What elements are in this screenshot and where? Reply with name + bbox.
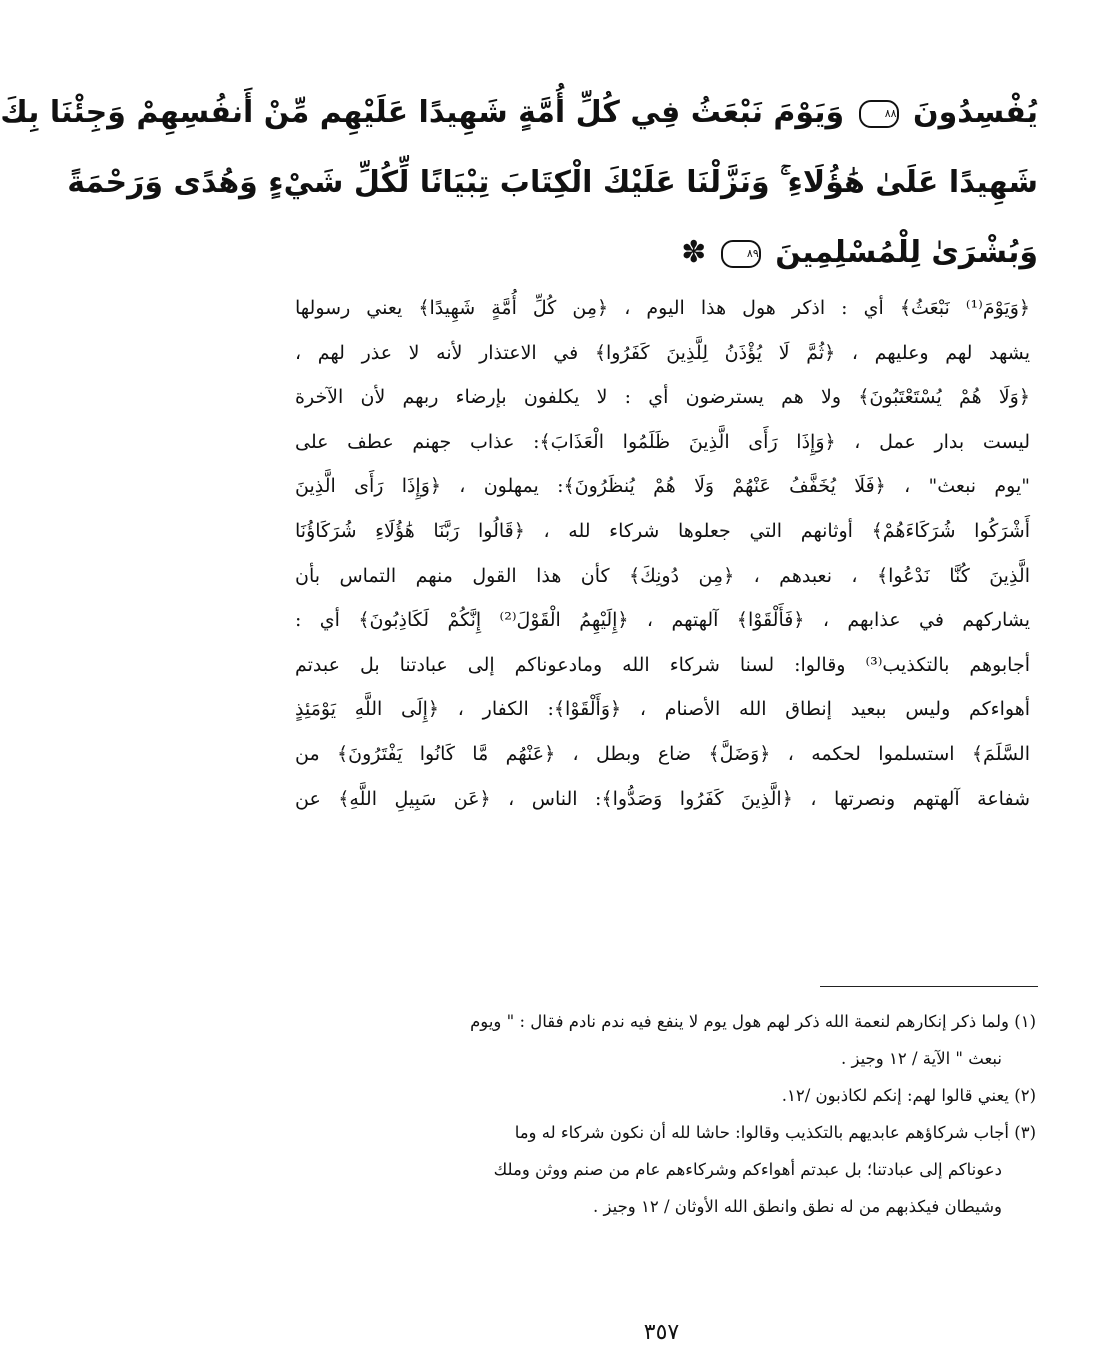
tafsir-line: شفاعة آلهتهم ونصرتها ، ﴿الَّذِينَ كَفَرُوا وَصَدُّوا﴾: الناس ، ﴿عَن سَبِيلِ اللَّهِ﴾ عن: [295, 787, 1030, 810]
footnote-line: دعوناكم إلى عبادتنا؛ بل عبدتم أهواءكم وشركاءهم عام من صنم ووثن وملك: [493, 1160, 1002, 1179]
footnote-divider: [820, 986, 1038, 987]
footnote-line: (١) ولما ذكر إنكارهم لنعمة الله ذكر لهم هول يوم لا ينفع فيه ندم نادم فقال : " ويوم: [470, 1012, 1036, 1031]
tafsir-line: ليست بدار عمل ، ﴿وَإِذَا رَأَى الَّذِينَ ظَلَمُوا الْعَذَابَ﴾: عذاب جهنم عطف على: [295, 430, 1030, 453]
verse-text: وَبُشْرَىٰ لِلْمُسْلِمِينَ: [775, 235, 1038, 270]
ayah-number-marker: ٨٩: [721, 240, 761, 268]
footnote-line: (٣) أجاب شركاؤهم عابديهم بالتكذيب وقالوا: حاشا لله أن نكون شركاء له وما: [514, 1123, 1036, 1142]
footnote-3: [295, 1114, 1036, 1225]
footnote-line: وشيطان فيكذبهم من له نطق وانطق الله الأوثان / ١٢ وجيز .: [593, 1197, 1002, 1216]
tafsir-line: أهواءكم وليس ببعيد إنطاق الله الأصنام ، ﴿وَأَلْقَوْا﴾: الكفار ، ﴿إِلَى اللَّهِ يَوْمَئِذٍ: [295, 698, 1030, 721]
quran-verse-block: [0, 78, 1038, 288]
tafsir-line: أجابوهم بالتكذيب⁽³⁾ وقالوا: لسنا شركاء الله ومادعوناكم إلى عبادتنا بل عبدتم: [295, 653, 1030, 676]
verse-text: شَهِيدًا عَلَىٰ هَٰؤُلَاءِ ۚ وَنَزَّلْنَا عَلَيْكَ الْكِتَابَ تِبْيَانًا لِّكُلِّ شَيْءٍ وَهُدًى وَرَحْمَةً: [67, 165, 1038, 200]
footnote-1: [295, 1003, 1036, 1077]
tafsir-line: يشهد لهم وعليهم ، ﴿ثُمَّ لَا يُؤْذَنُ لِلَّذِينَ كَفَرُوا﴾ في الاعتذار لأنه لا عذر لهم ،: [295, 341, 1030, 364]
section-end-marker: ✽: [681, 235, 707, 270]
verse-line-1: [0, 78, 1038, 148]
verse-line-3: [287, 218, 1038, 288]
tafsir-line: يشاركهم في عذابهم ، ﴿فَأَلْقَوْا﴾ آلهتهم ، ﴿إِلَيْهِمُ الْقَوْلَ⁽²⁾ إِنَّكُمْ لَكَاذِبُونَ﴾ أي :: [295, 609, 1030, 632]
page-number: ٣٥٧: [643, 1320, 680, 1345]
tafsir-line: السَّلَمَ﴾ استسلموا لحكمه ، ﴿وَضَلَّ﴾ ضاع وبطل ، ﴿عَنْهُم مَّا كَانُوا يَفْتَرُونَ﴾ من: [295, 742, 1030, 765]
tafsir-line: ﴿وَلَا هُمْ يُسْتَعْتَبُونَ﴾ ولا هم يسترضون أي : لا يكلفون بإرضاء ربهم لأن الآخرة: [295, 386, 1030, 409]
ayah-number-marker: ٨٨: [859, 100, 899, 128]
tafsir-line: ﴿وَيَوْمَ⁽¹⁾ نَبْعَثُ﴾ أي : اذكر هول هذا اليوم ، ﴿مِن كُلِّ أُمَّةٍ شَهِيدًا﴾ يعني رسولها: [295, 297, 1030, 319]
verse-text: وَيَوْمَ نَبْعَثُ فِي كُلِّ أُمَّةٍ شَهِيدًا عَلَيْهِم مِّنْ أَنفُسِهِمْ وَجِئْنَا بِكَ: [0, 95, 845, 130]
footnote-line: (٢) يعني قالوا لهم: إنكم لكاذبون /١٢.: [781, 1086, 1036, 1105]
footnote-2: [295, 1077, 1036, 1114]
footnotes: [295, 1003, 1036, 1225]
verse-line-2: [67, 148, 1038, 218]
verse-text: يُفْسِدُونَ: [913, 95, 1038, 130]
tafsir-commentary: [295, 286, 1030, 821]
tafsir-line: أَشْرَكُوا شُرَكَاءَهُمْ﴾ أوثانهم التي جعلوها شركاء لله ، ﴿قَالُوا رَبَّنَا هَٰؤُلَاءِ شُرَكَاؤُنَا: [295, 519, 1030, 542]
tafsir-line: الَّذِينَ كُنَّا نَدْعُوا﴾ ، نعبدهم ، ﴿مِن دُونِكَ﴾ كأن هذا القول منهم التماس بأن: [295, 564, 1030, 587]
tafsir-line: "يوم نبعث" ، ﴿فَلَا يُخَفَّفُ عَنْهُمْ وَلَا هُمْ يُنظَرُونَ﴾: يمهلون ، ﴿وَإِذَا رَأَى الَّذِينَ: [295, 475, 1030, 498]
footnote-line: نبعث " الآية / ١٢ وجيز .: [840, 1049, 1002, 1068]
